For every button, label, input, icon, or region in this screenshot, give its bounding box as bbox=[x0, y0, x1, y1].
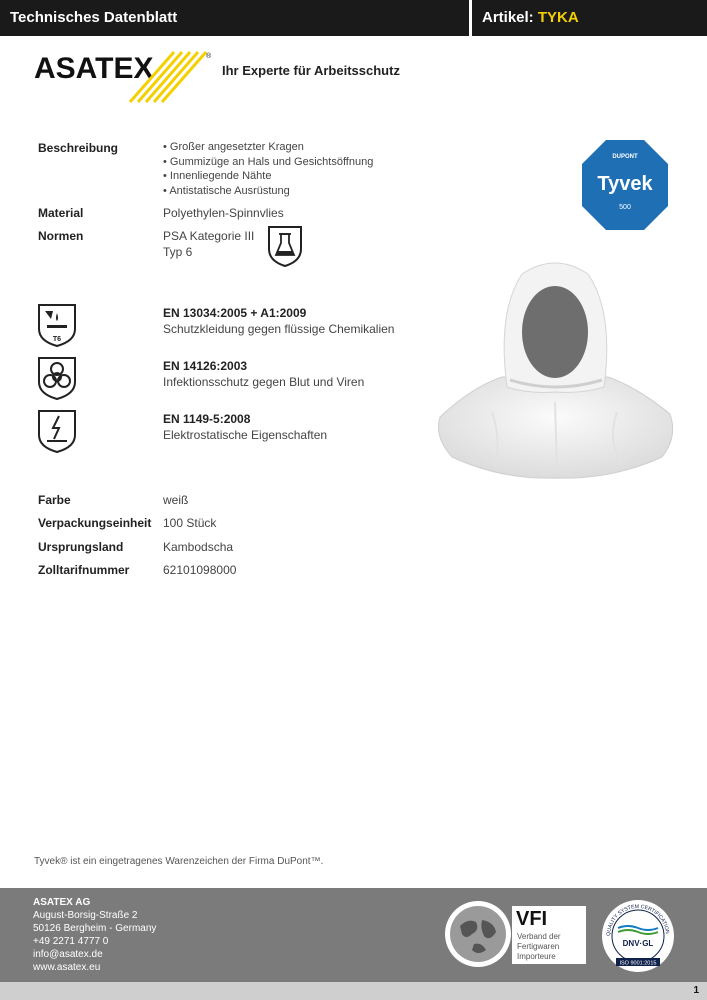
list-item: • Antistatische Ausrüstung bbox=[163, 184, 373, 199]
svg-text:DNV·GL: DNV·GL bbox=[622, 939, 654, 948]
company-phone: +49 2271 4777 0 bbox=[33, 936, 109, 947]
svg-text:ASATEX: ASATEX bbox=[34, 52, 154, 85]
vfi-globe-icon bbox=[444, 900, 512, 968]
product-hood-image bbox=[432, 252, 678, 488]
company-street: August-Borsig-Straße 2 bbox=[33, 910, 138, 921]
page-number: 1 bbox=[693, 985, 699, 996]
document-title: Technisches Datenblatt bbox=[10, 9, 178, 26]
tyvek-badge bbox=[580, 138, 670, 233]
page-header bbox=[0, 0, 707, 36]
tariff-value: 62101098000 bbox=[163, 563, 237, 577]
standard-description: Infektionsschutz gegen Blut und Viren bbox=[163, 375, 365, 389]
list-item: • Gummizüge an Hals und Gesichtsöffnung bbox=[163, 155, 373, 170]
origin-label: Ursprungsland bbox=[38, 540, 124, 554]
origin-value: Kambodscha bbox=[163, 540, 234, 554]
vfi-line: Fertigwaren bbox=[517, 942, 560, 951]
norms-type: Typ 6 bbox=[163, 245, 193, 259]
svg-text:500: 500 bbox=[619, 204, 631, 211]
list-item: • Innenliegende Nähte bbox=[163, 169, 373, 184]
vfi-title: VFI bbox=[516, 908, 548, 930]
article-label: Artikel: bbox=[482, 9, 534, 26]
article-code: TYKA bbox=[537, 9, 579, 26]
standard-description: Schutzkleidung gegen flüssige Chemikalien bbox=[163, 322, 395, 336]
article-heading bbox=[482, 9, 579, 26]
ppe-chemical-icon bbox=[267, 225, 303, 267]
svg-text:QUALITY SYSTEM CERTIFICATION: QUALITY SYSTEM CERTIFICATION bbox=[605, 903, 670, 937]
asatex-logo bbox=[34, 50, 214, 104]
standard-title: EN 13034:2005 + A1:2009 bbox=[163, 306, 307, 320]
dnv-certification-seal bbox=[600, 898, 676, 974]
material-value: Polyethylen-Spinnvlies bbox=[163, 206, 284, 220]
electrostatic-icon bbox=[37, 409, 77, 453]
norms-category: PSA Kategorie III bbox=[163, 229, 255, 243]
description-label: Beschreibung bbox=[38, 141, 119, 155]
packaging-label: Verpackungseinheit bbox=[38, 516, 152, 530]
tariff-label: Zolltarifnummer bbox=[38, 563, 130, 577]
standard-title: EN 1149-5:2008 bbox=[163, 412, 251, 426]
company-website[interactable]: www.asatex.eu bbox=[33, 962, 101, 973]
company-email[interactable]: info@asatex.de bbox=[33, 949, 103, 960]
standard-description: Elektrostatische Eigenschaften bbox=[163, 428, 328, 442]
vfi-line: Verband der bbox=[517, 932, 561, 941]
svg-text:ISO 9001:2015: ISO 9001:2015 bbox=[619, 960, 657, 967]
vfi-line: Importeure bbox=[517, 952, 556, 961]
company-city: 50126 Bergheim - Germany bbox=[33, 923, 157, 934]
header-divider bbox=[469, 0, 472, 36]
tagline: Ihr Experte für Arbeitsschutz bbox=[222, 63, 400, 78]
description-list bbox=[163, 140, 373, 198]
material-label: Material bbox=[38, 206, 84, 220]
biohazard-icon bbox=[37, 356, 77, 400]
packaging-value: 100 Stück bbox=[163, 516, 217, 530]
svg-text:Tyvek: Tyvek bbox=[597, 173, 653, 195]
company-name: ASATEX AG bbox=[33, 897, 91, 908]
norms-label: Normen bbox=[38, 229, 84, 243]
list-item: • Großer angesetzter Kragen bbox=[163, 140, 373, 155]
svg-text:®: ® bbox=[206, 53, 212, 60]
svg-text:DUPONT: DUPONT bbox=[612, 154, 638, 160]
trademark-footnote: Tyvek® ist ein eingetragenes Warenzeichen der Firma DuPont™. bbox=[34, 856, 324, 867]
standard-title: EN 14126:2003 bbox=[163, 359, 248, 373]
color-value: weiß bbox=[163, 493, 189, 507]
chemical-splash-icon bbox=[37, 303, 77, 347]
color-label: Farbe bbox=[38, 493, 71, 507]
bottom-bar bbox=[0, 982, 707, 1000]
svg-text:T6: T6 bbox=[52, 336, 62, 343]
